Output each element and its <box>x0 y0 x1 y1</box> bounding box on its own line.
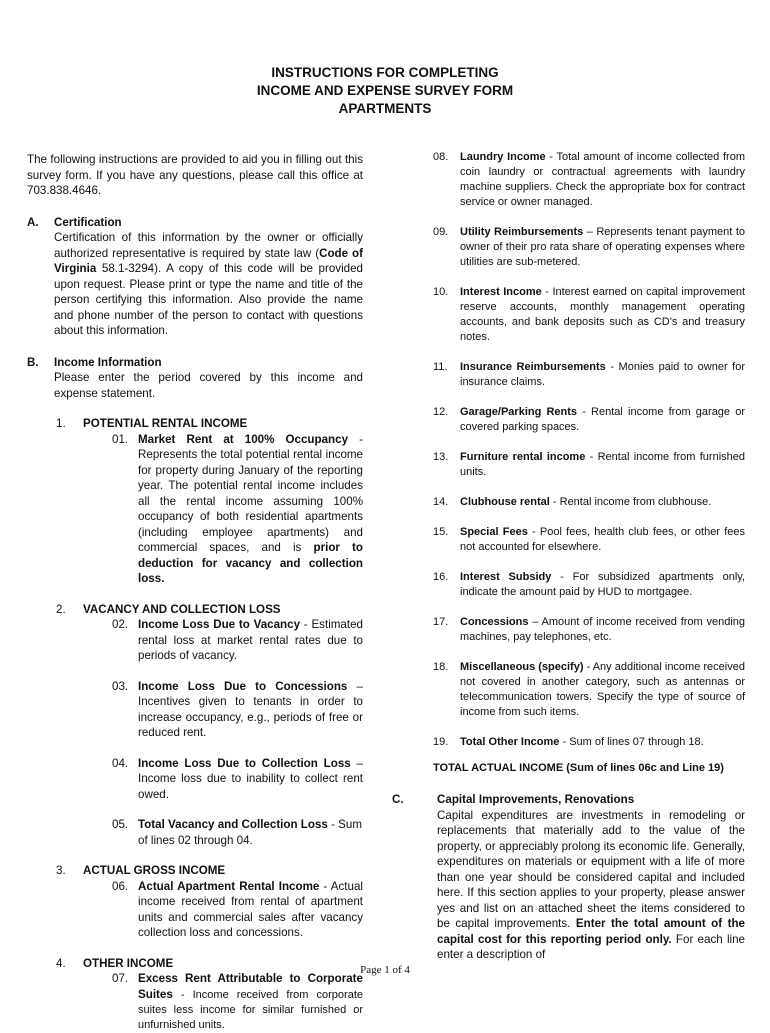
left-column <box>27 152 363 1033</box>
section-b-label: B. <box>27 355 54 402</box>
section-b <box>27 355 363 402</box>
section-c-label: C. <box>392 792 437 963</box>
section-c <box>410 792 745 963</box>
sub-vacancy-collection-loss <box>27 602 363 849</box>
sub-3-heading: ACTUAL GROSS INCOME <box>83 863 363 879</box>
other-income-items <box>410 150 745 750</box>
line-item-16: 16. Interest Subsidy - For subsidized apartments only, indicate the amount paid by HUD to mortgagee. <box>410 570 745 600</box>
sub-3-number: 3. <box>27 863 83 941</box>
sub-1-heading: POTENTIAL RENTAL INCOME <box>83 416 363 432</box>
title-line-2: INCOME AND EXPENSE SURVEY FORM <box>0 82 770 100</box>
line-item-02: 02. Income Loss Due to Vacancy - Estimated rental loss at market rental rates due to periods of vacancy. <box>83 617 363 664</box>
right-column <box>410 150 745 963</box>
line-item-12: 12. Garage/Parking Rents - Rental income from garage or covered parking spaces. <box>410 405 745 435</box>
line-item-08: 08. Laundry Income - Total amount of income collected from coin laundry or contractual agreements with laundry machine suppliers. Check the appropriate box for contract service or owner managed. <box>410 150 745 210</box>
title-line-1: INSTRUCTIONS FOR COMPLETING <box>0 64 770 82</box>
section-a-heading: Certification <box>54 215 363 231</box>
intro-paragraph: The following instructions are provided to aid you in filling out this survey form. If you have any questions, please call this office at 703.838.4646. <box>27 152 363 199</box>
page-number: Page 1 of 4 <box>0 964 770 976</box>
line-item-04: 04. Income Loss Due to Collection Loss – Income loss due to inability to collect rent owed. <box>83 756 363 803</box>
title-line-3: APARTMENTS <box>0 100 770 118</box>
line-item-10: 10. Interest Income - Interest earned on capital improvement reserve accounts, monthly management operating accounts, and bank deposits such as CD's and treasury notes. <box>410 285 745 345</box>
line-item-17: 17. Concessions – Amount of income received from vending machines, pay telephones, etc. <box>410 615 745 645</box>
sub-potential-rental-income <box>27 416 363 587</box>
section-c-heading: Capital Improvements, Renovations <box>437 792 745 808</box>
line-item-01: 01. Market Rent at 100% Occupancy - Represents the total potential rental income for property during January of the reporting year. The potential rental income includes all the rental income assuming 100% occupancy of both residential apartments (including employee apartments) and commercial spaces, and is prior to deduction for vacancy and collection loss. <box>83 432 363 587</box>
line-item-06: 06. Actual Apartment Rental Income - Actual income received from rental of apartment units and commercial sales after vacancy collection loss and concessions. <box>83 879 363 941</box>
section-a-text: Certification of this information by the owner or officially authorized representative is required by state law (Code of Virginia 58.1-3294). A copy of this code will be provided upon request. Please print or type the name and title of the person certifying this information. Also provide the name and phone number of the person to contact with questions about this information. <box>54 230 363 339</box>
line-item-14: 14. Clubhouse rental - Rental income from clubhouse. <box>410 495 745 510</box>
section-b-text: Please enter the period covered by this income and expense statement. <box>54 370 363 401</box>
section-a-label: A. <box>27 215 54 339</box>
sub-actual-gross-income <box>27 863 363 941</box>
line-item-13: 13. Furniture rental income - Rental income from furnished units. <box>410 450 745 480</box>
line-item-19: 19. Total Other Income - Sum of lines 07 through 18. <box>410 735 745 750</box>
section-a <box>27 215 363 339</box>
document-title <box>0 64 770 118</box>
section-b-heading: Income Information <box>54 355 363 371</box>
sub-4-number: 4. <box>27 956 83 1033</box>
sub-4-heading: OTHER INCOME <box>83 956 363 972</box>
section-c-text: Capital expenditures are investments in remodeling or replacements that materially add to the value of the property, or appreciably prolong its economic life. Generally, expenditures on materials or equipment with a life of more than one year should be considered capital and included here. If this section applies to your property, please answer yes and list on an attached sheet the items considered to be capital improvements. Enter the total amount of the capital cost for this reporting period only. For each line enter a description of <box>437 808 745 963</box>
sub-2-number: 2. <box>27 602 83 849</box>
line-item-18: 18. Miscellaneous (specify) - Any additional income received not covered in another category, such as antennas or telecommunication towers. Specify the type of source of income from such items. <box>410 660 745 720</box>
sub-2-heading: VACANCY AND COLLECTION LOSS <box>83 602 363 618</box>
total-actual-income: TOTAL ACTUAL INCOME (Sum of lines 06c and Line 19) <box>433 761 745 776</box>
line-item-07: 07. Excess Rent Attributable to Corporate Suites - Income received from corporate suites less income for similar furnished or unfurnished units. <box>83 971 363 1033</box>
line-item-15: 15. Special Fees - Pool fees, health club fees, or other fees not accounted for elsewhere. <box>410 525 745 555</box>
line-item-09: 09. Utility Reimbursements – Represents tenant payment to owner of their pro rata share of operating expenses where utilities are sub-metered. <box>410 225 745 270</box>
sub-1-number: 1. <box>27 416 83 587</box>
line-item-05: 05. Total Vacancy and Collection Loss - Sum of lines 02 through 04. <box>83 817 363 848</box>
line-item-11: 11. Insurance Reimbursements - Monies paid to owner for insurance claims. <box>410 360 745 390</box>
line-item-03: 03. Income Loss Due to Concessions – Incentives given to tenants in order to increase occupancy, e.g., periods of free or reduced rent. <box>83 679 363 741</box>
